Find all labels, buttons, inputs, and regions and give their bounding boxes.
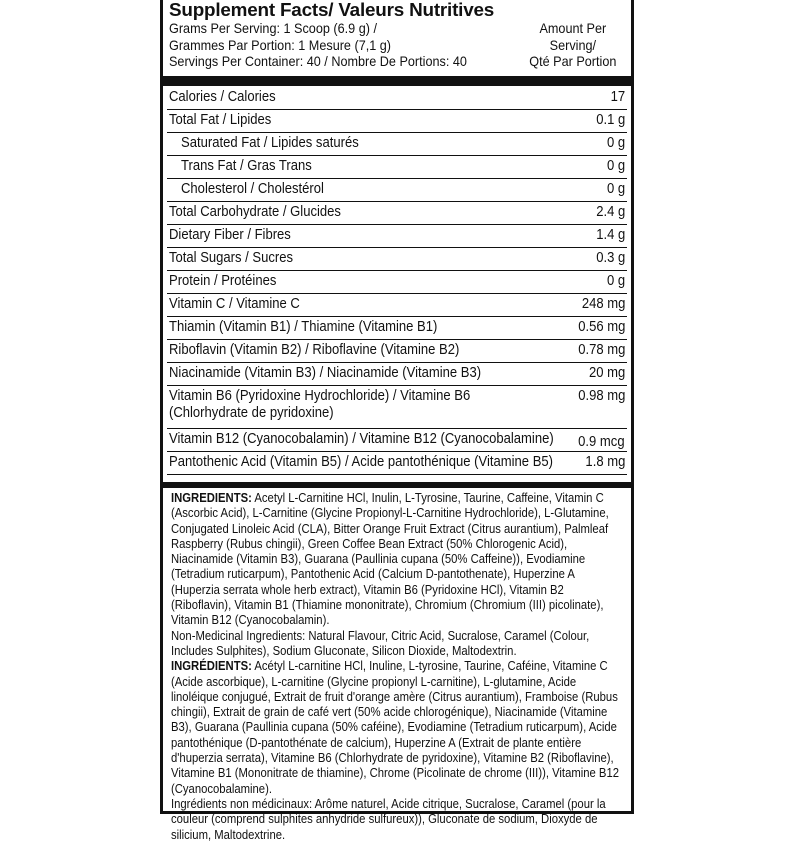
nutrient-row xyxy=(167,133,627,156)
nutrient-amount: 248 mg xyxy=(581,296,625,312)
serving-info xyxy=(169,21,467,71)
nutrient-name: Thiamin (Vitamin B1) / Thiamine (Vitamine B1) xyxy=(169,319,438,335)
nutrient-row xyxy=(167,110,627,133)
non-medicinal-english: Non-Medicinal Ingredients: Natural Flavour, Citric Acid, Sucralose, Caramel (Colour, Includes Sulphites), Sodium Gluconate, Silicon Dioxide, Maltodextrin. xyxy=(171,627,590,658)
nutrient-row xyxy=(167,294,627,317)
ingredients-label: INGREDIENTS: xyxy=(171,490,252,505)
nutrient-row xyxy=(167,225,627,248)
nutrient-name-line: (Chlorhydrate de pyridoxine) xyxy=(169,405,334,421)
nutrient-name: Trans Fat / Gras Trans xyxy=(181,158,312,174)
nutrient-name: Calories / Calories xyxy=(169,89,276,105)
amount-per-serving-heading xyxy=(522,21,624,71)
nutrient-row xyxy=(167,386,627,429)
nutrient-name-line: Vitamin B6 (Pyridoxine Hydrochloride) / Vitamine B6 xyxy=(169,388,471,404)
nutrient-name: Vitamin B12 (Cyanocobalamin) / Vitamine B12 (Cyanocobalamine) xyxy=(169,431,554,447)
nutrient-row xyxy=(167,248,627,271)
supplement-facts-panel xyxy=(160,0,634,842)
nutrient-amount: 0 g xyxy=(606,158,625,174)
nutrient-amount: 0.56 mg xyxy=(577,319,625,335)
amount-heading-line: Qté Par Portion xyxy=(529,54,617,69)
nutrient-amount: 0 g xyxy=(606,273,625,289)
nutrient-amount: 1.8 mg xyxy=(585,454,625,470)
nutrient-amount: 1.4 g xyxy=(595,227,625,243)
nutrient-amount: 0.78 mg xyxy=(577,342,625,358)
nutrient-name: Protein / Protéines xyxy=(169,273,277,289)
nutrient-row xyxy=(167,317,627,340)
nutrient-row xyxy=(167,429,627,452)
nutrient-name: Pantothenic Acid (Vitamin B5) / Acide pantothénique (Vitamine B5) xyxy=(169,454,554,470)
nutrient-table xyxy=(167,87,627,475)
nutrient-name: Total Fat / Lipides xyxy=(169,112,272,128)
nutrient-name xyxy=(169,388,470,422)
thick-divider xyxy=(163,482,631,488)
amount-heading-line: Serving/ xyxy=(549,37,597,53)
nutrient-row xyxy=(167,87,627,110)
nutrient-amount: 17 xyxy=(610,89,625,105)
thick-divider xyxy=(163,76,631,86)
nutrient-amount: 0 g xyxy=(606,181,625,197)
nutrient-amount: 0.1 g xyxy=(595,112,625,128)
ingredients-french xyxy=(171,658,622,796)
nutrient-amount: 0 g xyxy=(606,135,625,151)
nutrient-amount: 0.9 mcg xyxy=(578,434,625,450)
nutrient-row xyxy=(167,179,627,202)
nutrient-name: Riboflavin (Vitamin B2) / Riboflavine (Vitamine B2) xyxy=(169,342,460,358)
ingredients-text: Acetyl L-Carnitine HCl, Inulin, L-Tyrosine, Taurine, Caffeine, Vitamin C (Ascorbic Acid), L-Carnitine (Glycine Propionyl-L-Carnitine Hydrochloride), L-Glutamine, Conjugated Linoleic Acid (CLA), Bitter Orange Fruit Extract (Citrus aurantium), Palmleaf Raspberry (Rubus chingii), Green Coffee Bean Extract (50% Chlorogenic Acid), Niacinamide (Vitamin B3), Guarana (Paullinia cupana (50% Caffeine)), Evodiamine (Tetradium ruticarpum), Pantothenic Acid (Calcium D-pantothenate), Huperzine A (Huperzia serrata whole herb extract), Vitamin B6 (Pyridoxine HCl), Vitamin B2 (Riboflavin), Vitamin B1 (Thiamine mononitrate), Chromium (Chromium (III) picolinate), Vitamin B12 (Cyanocobalamin). xyxy=(171,490,609,628)
nutrient-amount: 0.98 mg xyxy=(577,388,625,404)
non-medicinal-french: Ingrédients non médicinaux: Arôme naturel, Acide citrique, Sucralose, Caramel (pour la couleur (comprend sulphites anhydride sulfureux)), Gluconate de sodium, Dioxyde de silicium, Maltodextrine. xyxy=(171,795,606,842)
ingredients-text: Acétyl L-carnitine HCl, Inuline, L-tyrosine, Taurine, Caféine, Vitamine C (Acide ascorbique), L-carnitine (Glycine propionyl L-carnitine), L-glutamine, Acide linoléique conjugué, Extrait de fruit d'orange amère (Citrus aurantium), Framboise (Rubus chingii), Extrait de grain de café vert (50% acide chlorogénique), Niacinamide (Vitamine B3), Guarana (Paullinia cupana (50% caféine), Evodiamine (Tetradium ruticarpum), Acide pantothénique (D-pantothénate de calcium), Huperzine A (Extrait de plante entière d'huperzia serrata), Vitamine B6 (Chlorhydrate de pyridoxine), Vitamine B2 (Riboflavine), Vitamine B1 (Mononitrate de thiamine), Chrome (Picolinate de chrome (III)), Vitamine B12 (Cyanocobalamine). xyxy=(171,658,620,796)
ingredients-label: INGRÉDIENTS: xyxy=(171,658,252,674)
nutrient-row xyxy=(167,340,627,363)
nutrient-name: Dietary Fiber / Fibres xyxy=(169,227,291,243)
nutrient-amount: 0.3 g xyxy=(595,250,625,266)
nutrient-row xyxy=(167,363,627,386)
amount-heading-line: Amount Per xyxy=(539,21,607,36)
nutrient-row xyxy=(167,452,627,475)
nutrient-amount: 20 mg xyxy=(588,365,625,381)
ingredients-section xyxy=(171,490,622,842)
nutrient-name: Vitamin C / Vitamine C xyxy=(169,296,300,312)
nutrient-row xyxy=(167,156,627,179)
nutrient-row xyxy=(167,202,627,225)
serving-line: Grams Per Serving: 1 Scoop (6.9 g) / xyxy=(169,21,377,36)
panel-title: Supplement Facts/ Valeurs Nutritives xyxy=(169,0,495,20)
nutrient-name: Niacinamide (Vitamin B3) / Niacinamide (Vitamine B3) xyxy=(169,365,482,381)
nutrient-name: Cholesterol / Cholestérol xyxy=(181,181,324,197)
nutrient-name: Total Sugars / Sucres xyxy=(169,250,294,266)
nutrient-row xyxy=(167,271,627,294)
nutrient-name: Total Carbohydrate / Glucides xyxy=(169,204,341,220)
ingredients-english xyxy=(171,490,622,628)
serving-line: Grammes Par Portion: 1 Mesure (7,1 g) xyxy=(169,37,392,53)
nutrient-name: Saturated Fat / Lipides saturés xyxy=(181,135,359,151)
nutrient-amount: 2.4 g xyxy=(595,204,625,220)
serving-line: Servings Per Container: 40 / Nombre De Portions: 40 xyxy=(169,54,467,69)
